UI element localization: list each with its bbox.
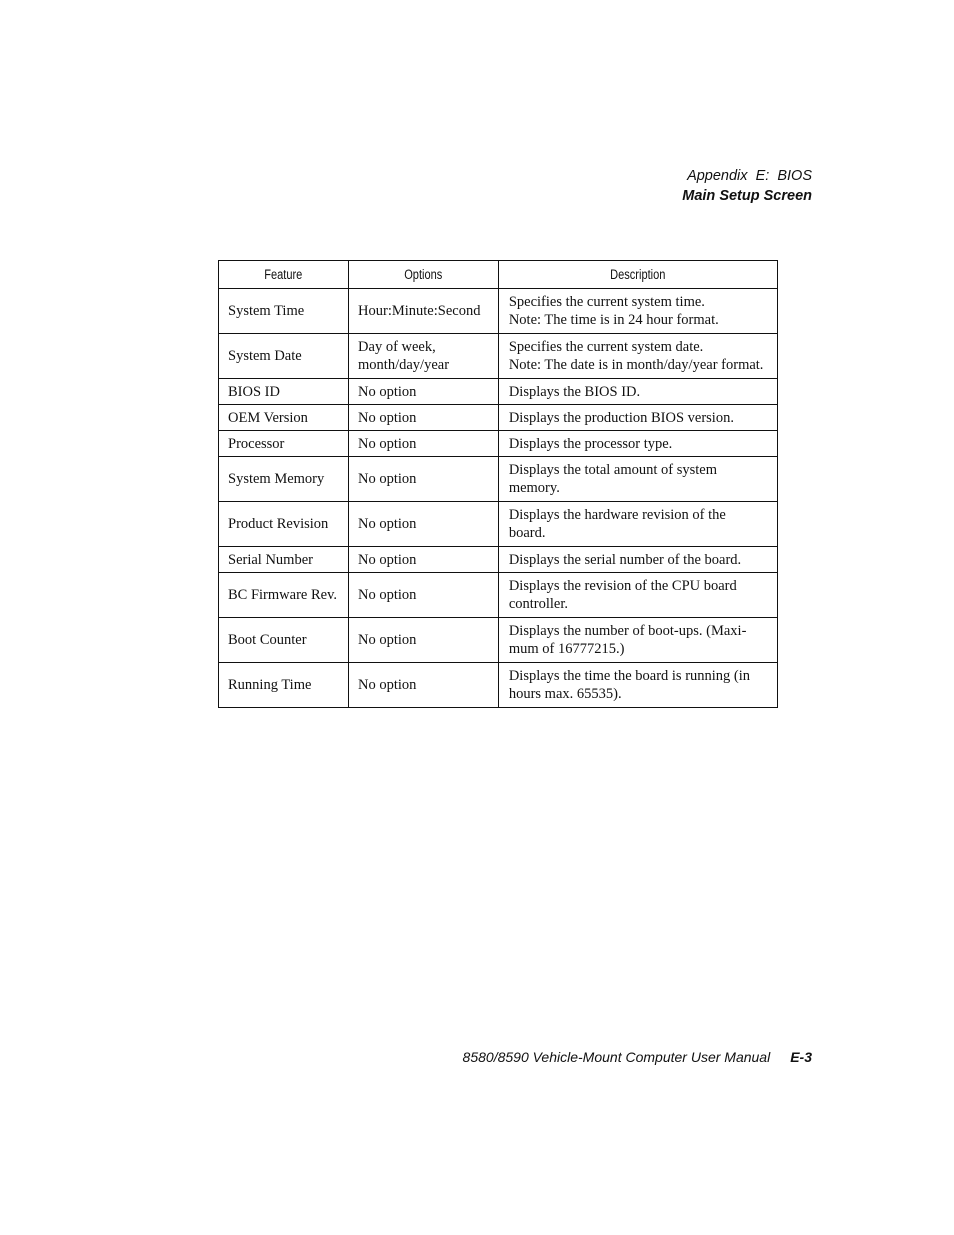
cell-description	[498, 405, 777, 431]
column-header-options: Options	[349, 261, 499, 289]
cell-feature: Boot Counter	[219, 618, 349, 663]
cell-description	[498, 663, 777, 708]
cell-description-line: Note: The date is in month/day/year format.	[508, 357, 764, 373]
appendix-title: Appendix E: BIOS	[687, 168, 812, 184]
cell-description-line: Displays the production BIOS version.	[508, 409, 734, 426]
cell-description-line: Displays the BIOS ID.	[508, 383, 641, 400]
cell-options-line: No option	[358, 435, 417, 452]
running-header	[682, 166, 812, 206]
table-row	[219, 289, 778, 334]
page-number: E-3	[790, 1049, 812, 1065]
cell-description-line: Specifies the current system date.	[508, 339, 704, 355]
column-header-description: Description	[498, 261, 777, 289]
cell-description	[498, 547, 777, 573]
table-row	[219, 457, 778, 502]
cell-options	[349, 379, 499, 405]
cell-options	[349, 334, 499, 379]
cell-description-line: Displays the number of boot-ups. (Maxi-	[508, 623, 747, 639]
page-footer	[463, 1047, 812, 1067]
cell-description	[498, 334, 777, 379]
cell-description-line: controller.	[508, 596, 569, 612]
cell-options-line: No option	[358, 409, 417, 426]
cell-feature: System Time	[219, 289, 349, 334]
cell-options	[349, 457, 499, 502]
cell-feature: Running Time	[219, 663, 349, 708]
cell-options-line: No option	[358, 587, 417, 603]
cell-options-line: No option	[358, 516, 417, 532]
cell-options	[349, 502, 499, 547]
table-row	[219, 405, 778, 431]
cell-description-line: hours max. 65535).	[508, 686, 622, 702]
cell-feature: Processor	[219, 431, 349, 457]
table-header-row	[219, 261, 778, 289]
cell-options	[349, 618, 499, 663]
cell-feature: Serial Number	[219, 547, 349, 573]
cell-description-line: Displays the processor type.	[508, 435, 673, 452]
cell-description	[498, 618, 777, 663]
cell-options	[349, 663, 499, 708]
cell-description-line: Displays the revision of the CPU board	[508, 578, 737, 594]
table-row	[219, 618, 778, 663]
section-title: Main Setup Screen	[682, 188, 812, 204]
cell-description-line: Displays the total amount of system	[508, 462, 718, 478]
cell-options-line: No option	[358, 471, 417, 487]
table-row	[219, 379, 778, 405]
table-row	[219, 502, 778, 547]
table-row	[219, 573, 778, 618]
cell-options	[349, 547, 499, 573]
cell-options	[349, 405, 499, 431]
bios-main-setup-table	[218, 260, 778, 708]
cell-description-line: Displays the hardware revision of the	[508, 507, 726, 523]
cell-options-line: month/day/year	[358, 357, 450, 373]
cell-options-line: Hour:Minute:Second	[358, 303, 481, 319]
table-row	[219, 547, 778, 573]
cell-options-line: Day of week,	[358, 339, 436, 355]
table-row	[219, 431, 778, 457]
column-header-feature: Feature	[219, 261, 349, 289]
cell-options-line: No option	[358, 677, 417, 693]
manual-title: 8580/8590 Vehicle-Mount Computer User Manual	[462, 1049, 771, 1065]
cell-feature: System Date	[219, 334, 349, 379]
cell-options	[349, 573, 499, 618]
cell-options-line: No option	[358, 632, 417, 648]
cell-description-line: Displays the serial number of the board.	[508, 551, 742, 568]
cell-options-line: No option	[358, 383, 417, 400]
cell-description	[498, 289, 777, 334]
cell-feature: Product Revision	[219, 502, 349, 547]
cell-description-line: memory.	[508, 480, 560, 496]
cell-description	[498, 457, 777, 502]
cell-description-line: Note: The time is in 24 hour format.	[508, 312, 719, 328]
cell-description	[498, 502, 777, 547]
cell-description	[498, 573, 777, 618]
cell-description	[498, 379, 777, 405]
table-row	[219, 334, 778, 379]
cell-description-line: mum of 16777215.)	[508, 641, 625, 657]
table-row	[219, 663, 778, 708]
cell-feature: System Memory	[219, 457, 349, 502]
cell-options	[349, 289, 499, 334]
cell-feature: BIOS ID	[219, 379, 349, 405]
cell-feature: BC Firmware Rev.	[219, 573, 349, 618]
cell-description-line: board.	[508, 525, 546, 541]
cell-options	[349, 431, 499, 457]
cell-description-line: Specifies the current system time.	[508, 294, 705, 310]
cell-feature: OEM Version	[219, 405, 349, 431]
cell-description-line: Displays the time the board is running (in	[508, 668, 751, 684]
cell-description	[498, 431, 777, 457]
table-body	[219, 289, 778, 708]
cell-options-line: No option	[358, 551, 417, 568]
